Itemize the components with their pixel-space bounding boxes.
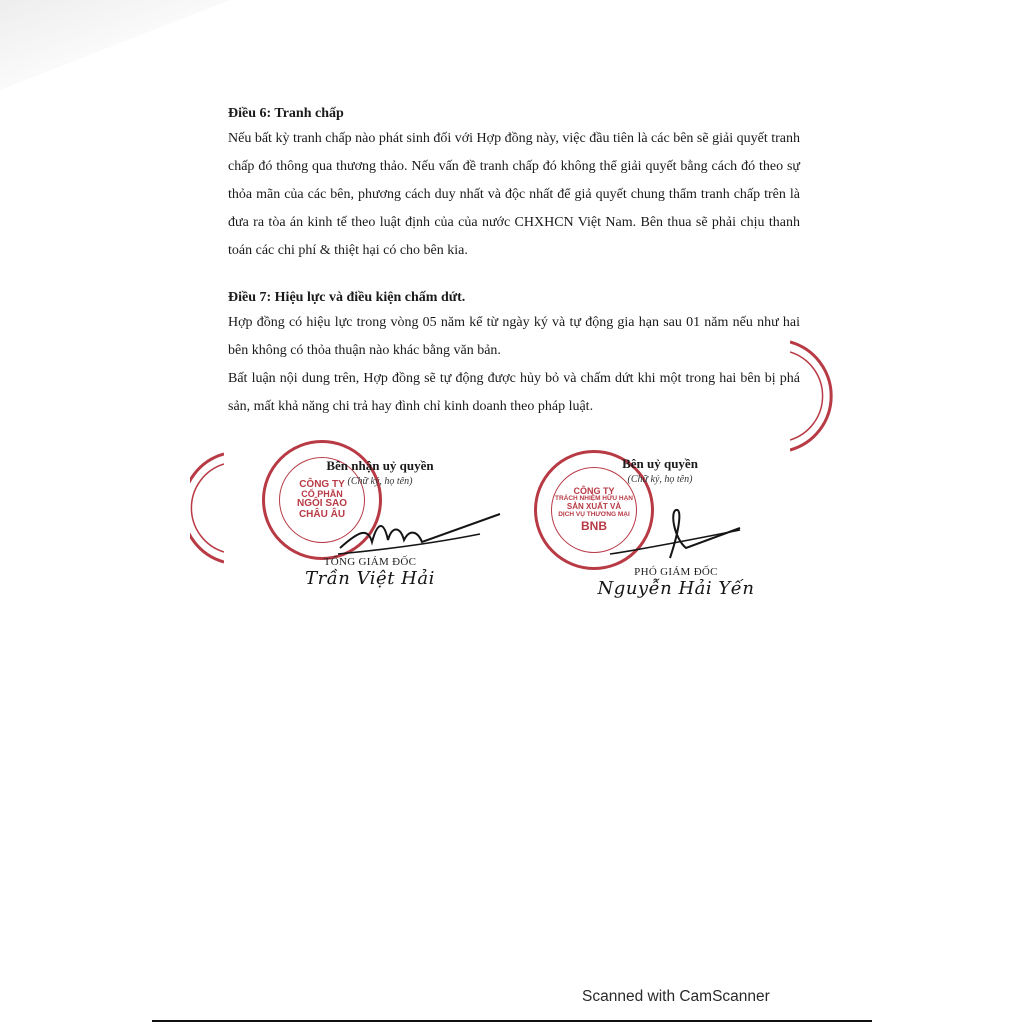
page-fold-shadow (0, 0, 230, 90)
seal-right-line5: BNB (580, 519, 607, 534)
right-signer-position: PHÓ GIÁM ĐỐC (634, 566, 718, 578)
signature-footer-right (596, 566, 756, 599)
article-7 (228, 287, 800, 421)
right-party-role: Bên uỷ quyền (622, 456, 698, 471)
margin-stamp-right (790, 340, 834, 452)
seal-left-line4: CHÂU ÂU (298, 508, 346, 520)
left-signer-position: TỔNG GIÁM ĐỐC (323, 556, 417, 568)
left-party-role: Bên nhận uỷ quyền (326, 458, 434, 473)
article-6-body: Nếu bất kỳ tranh chấp nào phát sinh đối với Hợp đồng này, việc đầu tiên là các bên sẽ giải quyết tranh chấp đó thông qua thương thảo. Nếu vấn đề tranh chấp đó không thể giải quyết bằng cách đó theo sự thỏa mãn của các bên, phương cách duy nhất và độc nhất để giả quyết chung thẩm tranh chấp trên là đưa ra tòa án kinh tế theo luật định của của nước CHXHCN Việt Nam. Bên thua sẽ phải chịu thanh toán các chi phí & thiệt hại có cho bên kia. (228, 131, 800, 258)
left-signature-hint: (Chữ ký, họ tên) (347, 476, 413, 487)
seal-right-line1: CÔNG TY (573, 485, 615, 496)
signature-block-left (300, 458, 460, 487)
bottom-rule (152, 1020, 872, 1022)
seal-left-line3: NGÔI SAO (296, 498, 347, 510)
article-6-heading: Điều 6: Tranh chấp (228, 106, 344, 121)
seal-left-line2: CỔ PHẦN (301, 489, 343, 500)
right-signer-name: Nguyễn Hải Yến (597, 578, 755, 599)
article-7-body-2: Bất luận nội dung trên, Hợp đồng sẽ tự động được hủy bỏ và chấm dứt khi một trong hai bên bị phá sản, mất khả năng chi trả hay đình chỉ kinh doanh theo pháp luật. (228, 371, 800, 414)
seal-left-line1: CÔNG TY (299, 478, 345, 490)
contract-body (228, 103, 800, 443)
seal-right-line3: SẢN XUẤT VÀ (566, 502, 622, 512)
margin-stamp-left (190, 452, 224, 564)
seal-right-line4: DỊCH VỤ THƯƠNG MẠI (558, 510, 630, 518)
article-7-body-1: Hợp đồng có hiệu lực trong vòng 05 năm kể từ ngày ký và tự động gia hạn sau 01 năm nếu như hai bên không có thỏa thuận nào khác bằng văn bản. (228, 315, 800, 358)
left-signer-name: Trần Việt Hải (305, 568, 435, 589)
camscanner-watermark: Scanned with CamScanner (582, 988, 770, 1005)
signature-block-right (590, 456, 730, 485)
article-6 (228, 103, 800, 265)
seal-right-line2: TRÁCH NHIỆM HỮU HẠN (555, 495, 633, 503)
article-7-heading: Điều 7: Hiệu lực và điều kiện chấm dứt. (228, 290, 466, 305)
signature-footer-left (300, 556, 440, 589)
right-signature-hint: (Chữ ký, họ tên) (627, 474, 693, 485)
